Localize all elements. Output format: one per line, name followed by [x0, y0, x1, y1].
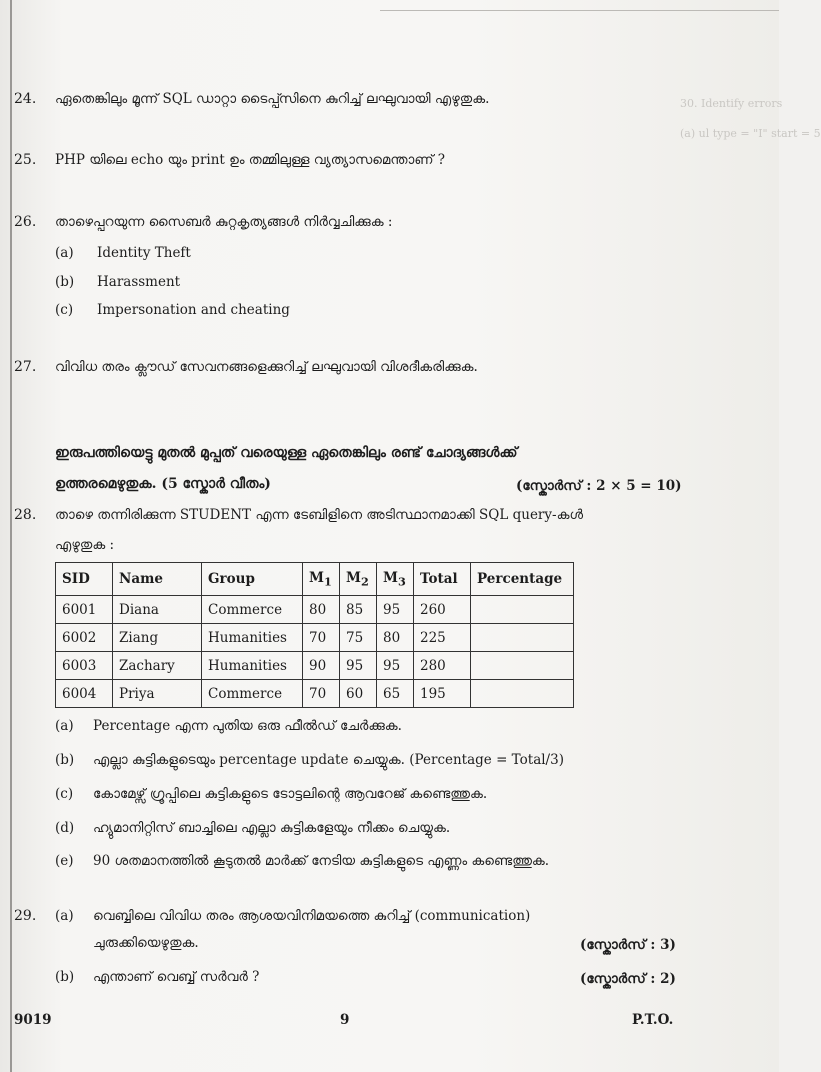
table-cell: 6001	[56, 596, 113, 624]
table-row	[56, 624, 574, 652]
table-cell: 60	[340, 680, 377, 708]
table-cell	[471, 680, 574, 708]
score-label: (സ്കോർസ് : 2)	[580, 971, 676, 987]
showthrough-text: 30. Identify errors	[680, 97, 783, 110]
table-cell: Priya	[113, 680, 202, 708]
table-cell: Commerce	[202, 680, 303, 708]
exam-page: 30. Identify errors (a) ul type = "I" start = 5 24. ഏതെങ്കിലും മൂന്ന് SQL ഡാറ്റാ ടൈപ്പ്സിനെ കുറിച്ച് ലഘുവായി എഴുതുക. 25. PHP യിലെ echo യും print ഉം തമ്മിലുള്ള വ്യത്യാസമെന്താണ് ? 26. താഴെപ്പറയുന്ന സൈബർ കുറ്റകൃത്യങ്ങൾ നിർവ്വചിക്കുക : (a) Identity Theft (b) Harassment (c) Impersonation and cheating 27. വിവിധ തരം ക്ലൗഡ് സേവനങ്ങളെക്കുറിച്ച് ലഘുവായി വിശദീകരിക്കുക. ഇരുപത്തിയെട്ടു മുതൽ മുപ്പത് വരെയുള്ള ഏതെങ്കിലും രണ്ട് ചോദ്യങ്ങൾക്ക് ഉത്തരമെഴുതുക. (5 സ്കോർ വീതം) (സ്കോർസ് : 2 × 5 = 10) 28. താഴെ തന്നിരിക്കുന്ന STUDENT എന്ന ടേബിളിനെ അടിസ്ഥാനമാക്കി SQL query-കൾ എഴുതുക : SID Name Group $M_1$ $M_2$ $M_3$ Total Percentage 6001 Diana Commerce 80 85 95 260 6002 Ziang Humanities 70 75 80 225 6003 Zachary Humanities 90 95 95 280 6004 Priya Commerce 70 60 65 195 (a) Percentage എന്ന പുതിയ ഒരു ഫീൽഡ് ചേർക്കുക. (b) എല്ലാ കുട്ടികളുടെയും percentage update ചെയ്യുക. (Percentage = Total/3) (c) കോമേഴ്സ് ഗ്രൂപ്പിലെ കുട്ടികളുടെ ടോട്ടലിന്റെ ആവറേജ് കണ്ടെത്തുക. (d) ഹ്യുമാനിറ്റിസ് ബാച്ചിലെ എല്ലാ കുട്ടികളേയും നീക്കം ചെയ്യുക. (e) 90 ശതമാനത്തിൽ കൂടുതൽ മാർക്ക് നേടിയ കുട്ടികളുടെ എണ്ണം കണ്ടെത്തുക. 29. (a) വെബ്ബിലെ വിവിധ തരം ആശയവിനിമയത്തെ കുറിച്ച് (communication) ചുരുക്കിയെഴുതുക. (സ്കോർസ് : 3) (b) എന്താണ് വെബ്ബ് സർവർ ? (സ്കോർസ് : 2) 9019 9 P.T.O.	[0, 0, 779, 1072]
question-text: വിവിധ തരം ക്ലൗഡ് സേവനങ്ങളെക്കുറിച്ച് ലഘുവായി വിശദീകരിക്കുക.	[55, 359, 478, 375]
column-header: Name	[113, 563, 202, 596]
section-instruction: ഇരുപത്തിയെട്ടു മുതൽ മുപ്പത് വരെയുള്ള ഏതെങ്കിലും രണ്ട് ചോദ്യങ്ങൾക്ക്	[55, 445, 518, 461]
sub-item-continued: ചുരുക്കിയെഴുതുക.	[93, 935, 199, 951]
top-rule	[380, 10, 779, 11]
table-row	[56, 652, 574, 680]
question-number: 28.	[14, 507, 37, 523]
table-row	[56, 680, 574, 708]
column-header: Total	[414, 563, 471, 596]
paper-code: 9019	[14, 1012, 52, 1028]
table-cell: Diana	[113, 596, 202, 624]
table-cell: 80	[303, 596, 340, 624]
table-cell: 225	[414, 624, 471, 652]
table-cell: 280	[414, 652, 471, 680]
table-cell: Humanities	[202, 624, 303, 652]
table-cell: 90	[303, 652, 340, 680]
table-cell: 80	[377, 624, 414, 652]
table-cell: 6003	[56, 652, 113, 680]
score-label: (സ്കോർസ് : 3)	[580, 937, 676, 953]
table-cell: Zachary	[113, 652, 202, 680]
column-header: $M_2$	[340, 563, 377, 596]
table-cell: 70	[303, 624, 340, 652]
student-table	[55, 562, 574, 708]
column-header: $M_1$	[303, 563, 340, 596]
showthrough-text: (a) ul type = "I" start = 5	[680, 127, 821, 140]
table-cell: 95	[377, 596, 414, 624]
table-cell: 85	[340, 596, 377, 624]
table-cell: Humanities	[202, 652, 303, 680]
table-cell: 65	[377, 680, 414, 708]
question-number: 26.	[14, 214, 37, 230]
binding-edge	[10, 0, 12, 1072]
section-score: (സ്കോർസ് : 2 × 5 = 10)	[516, 478, 682, 494]
table-cell: 75	[340, 624, 377, 652]
column-header: Group	[202, 563, 303, 596]
column-header: Percentage	[471, 563, 574, 596]
question-text: താഴെ തന്നിരിക്കുന്ന STUDENT എന്ന ടേബിളിനെ അടിസ്ഥാനമാക്കി SQL query-കൾ	[55, 507, 584, 523]
table-cell: 70	[303, 680, 340, 708]
question-text: ഏതെങ്കിലും മൂന്ന് SQL ഡാറ്റാ ടൈപ്പ്സിനെ കുറിച്ച് ലഘുവായി എഴുതുക.	[55, 91, 490, 107]
question-number: 29.	[14, 908, 37, 924]
table-cell: Ziang	[113, 624, 202, 652]
table-row	[56, 596, 574, 624]
table-cell	[471, 596, 574, 624]
table-cell: 260	[414, 596, 471, 624]
table-cell: 95	[340, 652, 377, 680]
table-cell: 95	[377, 652, 414, 680]
table-header-row	[56, 563, 574, 596]
column-header: $M_3$	[377, 563, 414, 596]
section-instruction: ഉത്തരമെഴുതുക. (5 സ്കോർ വീതം)	[55, 476, 271, 492]
question-text: PHP യിലെ echo യും print ഉം തമ്മിലുള്ള വ്യത്യാസമെന്താണ് ?	[55, 152, 445, 168]
table-cell: 6002	[56, 624, 113, 652]
table-cell	[471, 624, 574, 652]
table-cell: Commerce	[202, 596, 303, 624]
page-number: 9	[340, 1012, 350, 1028]
question-text-continued: എഴുതുക :	[55, 537, 115, 553]
question-number: 24.	[14, 91, 37, 107]
question-text: താഴെപ്പറയുന്ന സൈബർ കുറ്റകൃത്യങ്ങൾ നിർവ്വചിക്കുക :	[55, 214, 393, 230]
table-cell: 195	[414, 680, 471, 708]
column-header: SID	[56, 563, 113, 596]
pto-label: P.T.O.	[632, 1012, 674, 1028]
table-cell: 6004	[56, 680, 113, 708]
table-cell	[471, 652, 574, 680]
question-number: 25.	[14, 152, 37, 168]
question-number: 27.	[14, 359, 37, 375]
